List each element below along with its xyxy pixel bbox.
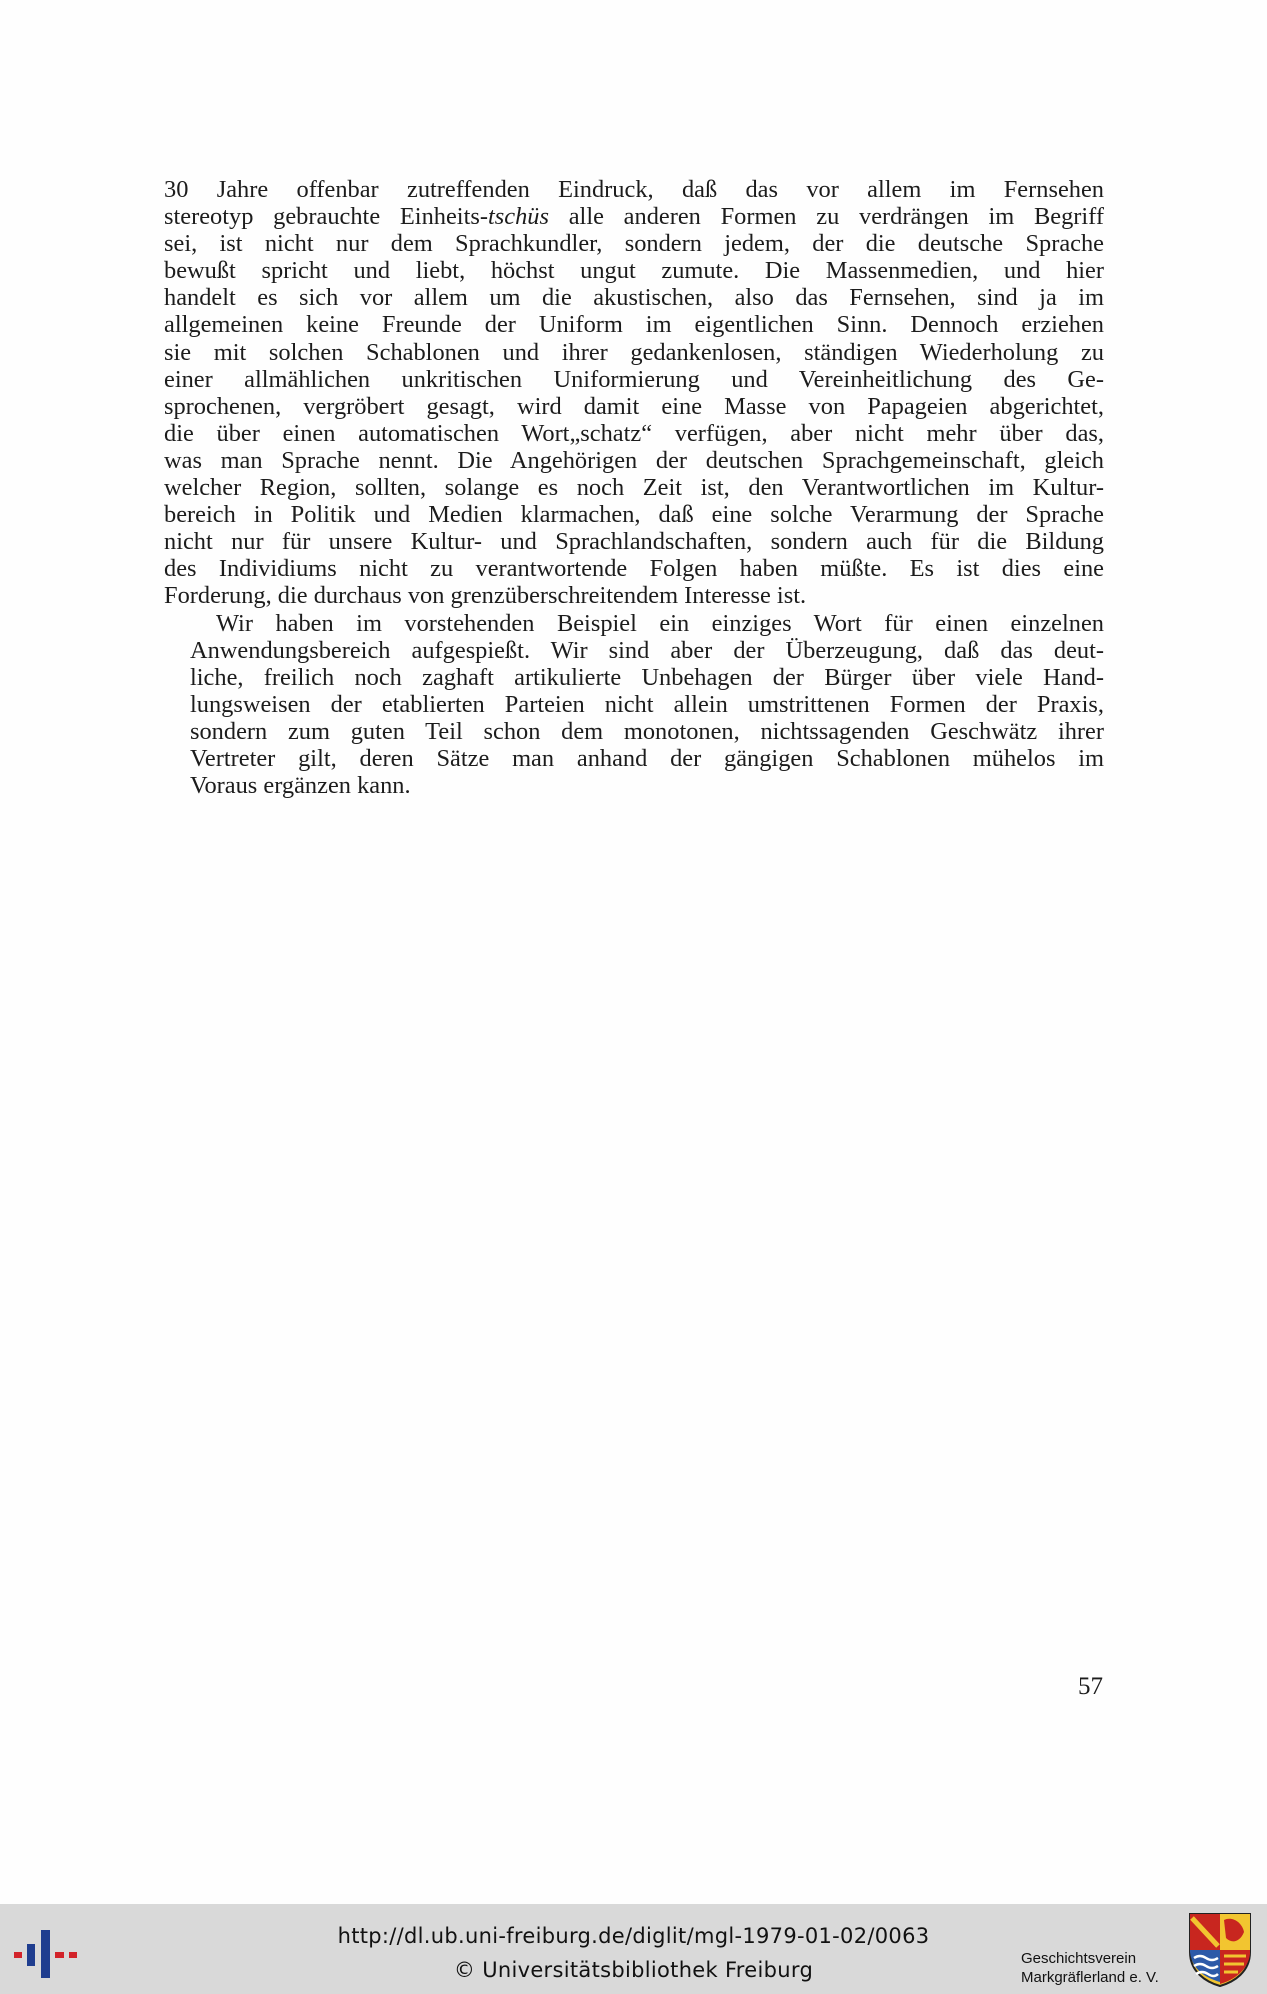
text-line: einer allmählichen unkritischen Uniformierung und Vereinheitlichung des Ge- xyxy=(164,365,1104,393)
permalink-url[interactable]: http://dl.ub.uni-freiburg.de/diglit/mgl-1979-01-02/0063 xyxy=(337,1924,930,1948)
text-line: des Individiums nicht zu verantwortende Folgen haben müßte. Es ist dies eine xyxy=(164,555,1104,583)
text-line: sei, ist nicht nur dem Sprachkundler, sondern jedem, der die deutsche Sprache xyxy=(164,230,1104,258)
text-line: bewußt spricht und liebt, höchst ungut zumute. Die Massenmedien, und hier xyxy=(164,257,1104,285)
text-line: nicht nur für unsere Kultur- und Sprachlandschaften, sondern auch für die Bildung xyxy=(164,528,1104,556)
text-line: 30 Jahre offenbar zutreffenden Eindruck, daß das vor allem im Fernsehen xyxy=(164,176,1104,203)
emphasized-word: tschüs xyxy=(487,203,549,231)
coat-of-arms-icon xyxy=(1188,1912,1252,1988)
text-line: handelt es sich vor allem um die akustischen, also das Fernsehen, sind ja im xyxy=(164,284,1104,312)
society-name-line1: Geschichtsverein xyxy=(1021,1950,1137,1967)
text-line: sondern zum guten Teil schon dem monotonen, nichtssagenden Geschwätz ihrer xyxy=(190,717,1104,745)
text-line: sie mit solchen Schablonen und ihrer gedankenlosen, ständigen Wiederholung zu xyxy=(164,338,1104,366)
text-line: stereotyp gebrauchte Einheits-tschüs alle anderen Formen zu verdrängen im Begriff xyxy=(164,203,1104,231)
text-line: Anwendungsbereich aufgespießt. Wir sind aber der Überzeugung, daß das deut- xyxy=(190,636,1104,664)
body-text xyxy=(164,176,1104,799)
text-line: lungsweisen der etablierten Parteien nicht allein umstrittenen Formen der Praxis, xyxy=(190,690,1104,718)
society-name xyxy=(1021,1949,1159,1987)
page-number: 57 xyxy=(1078,1673,1103,1700)
text-line: sprochenen, vergröbert gesagt, wird damit eine Masse von Papageien abgerichtet, xyxy=(164,392,1104,420)
footer-bar xyxy=(0,1904,1267,1994)
society-name-line2: Markgräflerland e. V. xyxy=(1021,1969,1159,1986)
text-line: welcher Region, sollten, solange es noch Zeit ist, den Verantwortlichen im Kultur- xyxy=(164,474,1104,502)
text-line: liche, freilich noch zaghaft artikulierte Unbehagen der Bürger über viele Hand- xyxy=(190,663,1104,691)
text-line: Vertreter gilt, deren Sätze man anhand der gängigen Schablonen mühelos im xyxy=(190,744,1104,772)
text-line: Voraus ergänzen kann. xyxy=(190,772,411,800)
text-line: Wir haben im vorstehenden Beispiel ein einziges Wort für einen einzelnen xyxy=(216,609,1104,637)
text-line: Forderung, die durchaus von grenzüberschreitendem Interesse ist. xyxy=(164,582,807,610)
text-line: bereich in Politik und Medien klarmachen, daß eine solche Verarmung der Sprache xyxy=(164,501,1104,529)
text-line: allgemeinen keine Freunde der Uniform im eigentlichen Sinn. Dennoch erziehen xyxy=(164,311,1104,339)
paragraph xyxy=(164,176,1104,610)
copyright-notice: © Universitätsbibliothek Freiburg xyxy=(453,1958,814,1982)
text-line: was man Sprache nennt. Die Angehörigen der deutschen Sprachgemeinschaft, gleich xyxy=(164,446,1104,474)
text-line: die über einen automatischen Wort„schatz“ verfügen, aber nicht mehr über das, xyxy=(164,419,1104,447)
paragraph xyxy=(164,610,1104,800)
